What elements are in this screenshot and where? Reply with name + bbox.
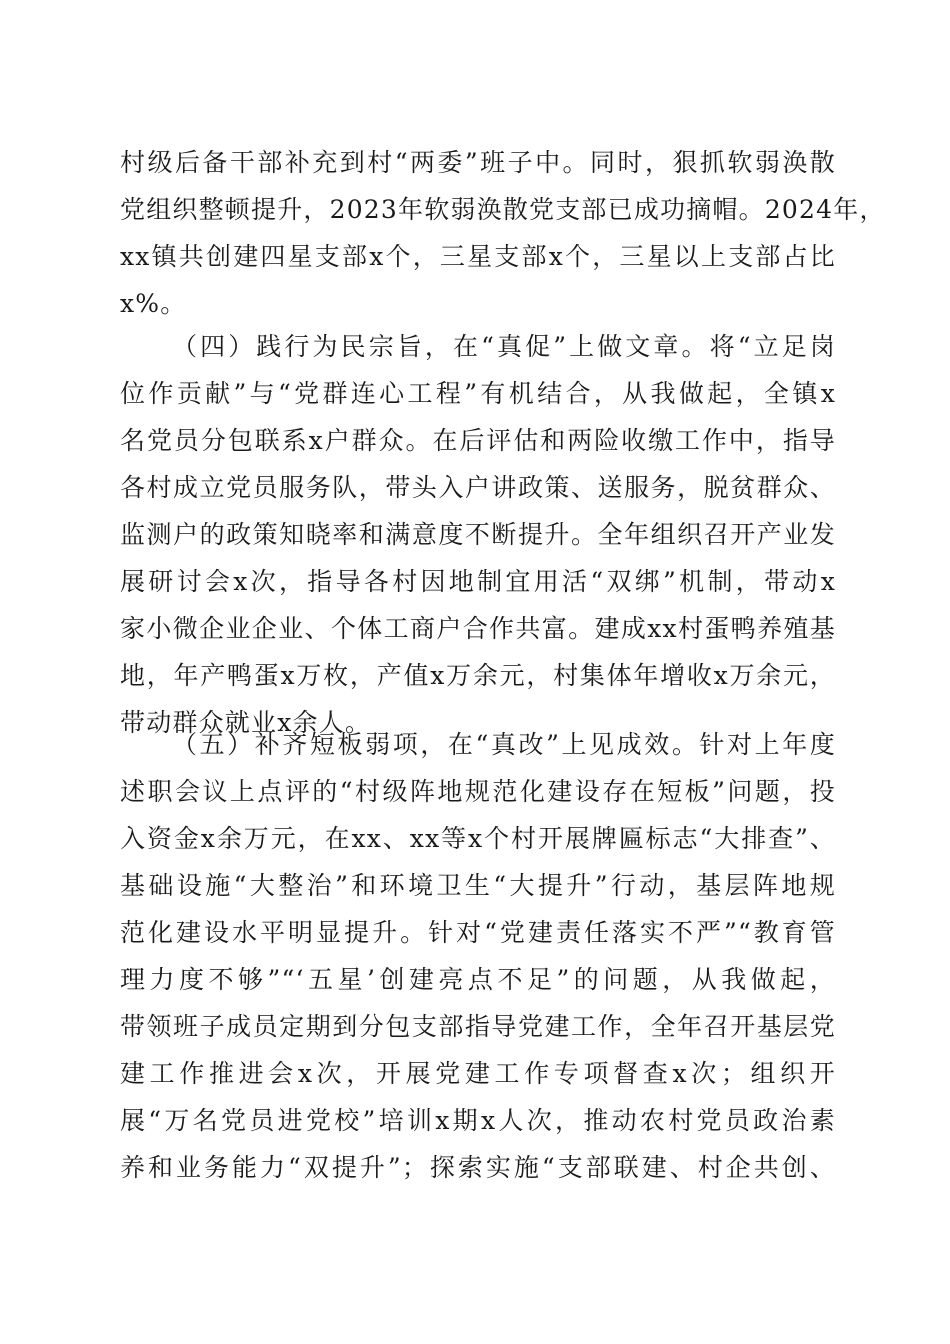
text-line: 养和业务能力“双提升”；探索实施“支部联建、村企共创、 <box>120 1153 836 1182</box>
text-line: 村级后备干部补充到村“两委”班子中。同时，狠抓软弱涣散 <box>120 148 836 177</box>
text-line: 带动群众就业x余人。 <box>120 708 372 737</box>
paragraph-continuation <box>120 139 886 327</box>
text-line: 范化建设水平明显提升。针对“党建责任落实不严”“教育管 <box>120 918 836 947</box>
paragraph-section-4 <box>120 323 836 746</box>
text-line: 展研讨会x次，指导各村因地制宜用活“双绑”机制，带动x <box>120 567 836 596</box>
text-line: 位作贡献”与“党群连心工程”有机结合，从我做起，全镇x <box>120 379 836 408</box>
text-line: 建工作推进会x次，开展党建工作专项督查x次；组织开 <box>120 1059 836 1088</box>
text-line: 监测户的政策知晓率和满意度不断提升。全年组织召开产业发 <box>120 520 836 549</box>
text-line: 入资金x余万元，在xx、xx等x个村开展牌匾标志“大排查”、 <box>120 824 836 853</box>
text-line: x%。 <box>120 289 187 318</box>
section-heading-line: （四）践行为民宗旨，在“真促”上做文章。将“立足岗 <box>172 332 836 361</box>
paragraph-section-5 <box>120 721 836 1191</box>
text-line: 述职会议上点评的“村级阵地规范化建设存在短板”问题，投 <box>120 777 836 806</box>
text-line: 各村成立党员服务队，带头入户讲政策、送服务，脱贫群众、 <box>120 473 836 502</box>
text-line: 基础设施“大整治”和环境卫生“大提升”行动，基层阵地规 <box>120 871 836 900</box>
text-line: 家小微企业企业、个体工商户合作共富。建成xx村蛋鸭养殖基 <box>120 614 836 643</box>
text-line: 展“万名党员进党校”培训x期x人次，推动农村党员政治素 <box>120 1106 836 1135</box>
text-line: xx镇共创建四星支部x个，三星支部x个，三星以上支部占比 <box>120 242 836 271</box>
text-line: 地，年产鸭蛋x万枚，产值x万余元，村集体年增收x万余元， <box>120 661 836 690</box>
text-line: 理力度不够”“‘五星’创建亮点不足”的问题，从我做起， <box>120 965 836 994</box>
text-line: 带领班子成员定期到分包支部指导党建工作，全年召开基层党 <box>120 1012 836 1041</box>
section-heading-line: （五）补齐短板弱项，在“真改”上见成效。针对上年度 <box>172 730 836 759</box>
text-line: 党组织整顿提升，2023年软弱涣散党支部已成功摘帽。2024年， <box>120 195 886 224</box>
text-line: 名党员分包联系x户群众。在后评估和两险收缴工作中，指导 <box>120 426 836 455</box>
